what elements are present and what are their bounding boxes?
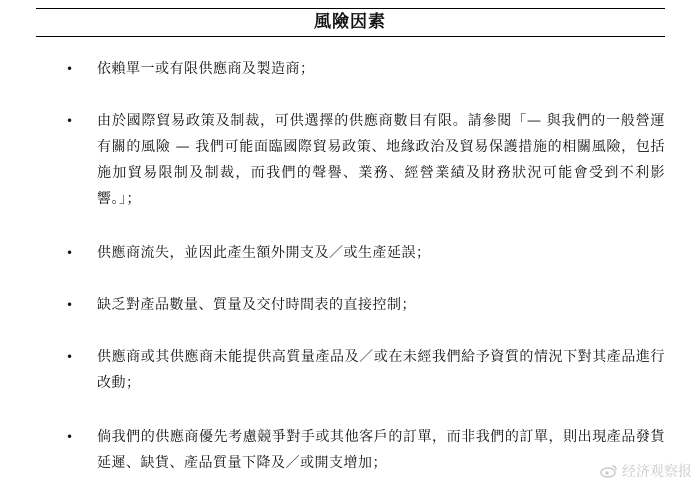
risk-item-1: 依賴單一或有限供應商及製造商； (97, 61, 315, 77)
risk-item-5: 供應商或其供應商未能提供高質量產品及／或在未經我們給予資質的情況下對其產品進行改動； (97, 349, 665, 391)
bullet-icon: • (66, 62, 74, 76)
title-underline (36, 36, 665, 37)
watermark-text: 经济观察报 (622, 464, 692, 480)
weibo-logo-icon (600, 464, 618, 478)
watermark (600, 461, 692, 481)
bullet-icon: • (66, 114, 74, 128)
section-title: 風險因素 (314, 12, 386, 32)
bullet-icon: • (66, 350, 74, 364)
bullet-icon: • (66, 298, 74, 312)
risk-item-3: 供應商流失，並因此產生額外開支及／或生產延誤； (97, 245, 431, 261)
risk-item-6: 倘我們的供應商優先考慮競爭對手或其他客戶的訂單，而非我們的訂單，則出現產品發貨延遲、缺貨、產品質量下降及／或開支增加； (97, 429, 665, 471)
risk-item-4: 缺乏對產品數量、質量及交付時間表的直接控制； (97, 297, 416, 313)
risk-item-2: 由於國際貿易政策及制裁，可供選擇的供應商數目有限。請參閱「— 與我們的一般營運有關的風險 — 我們可能面臨國際貿易政策、地緣政治及貿易保護措施的相關風險，包括施加貿易限制及制裁，而我們的聲譽、業務、經營業績及財務狀況可能會受到不利影響。」； (97, 113, 665, 207)
top-rule (36, 8, 665, 9)
bullet-icon: • (66, 246, 74, 260)
bullet-icon: • (66, 430, 74, 444)
